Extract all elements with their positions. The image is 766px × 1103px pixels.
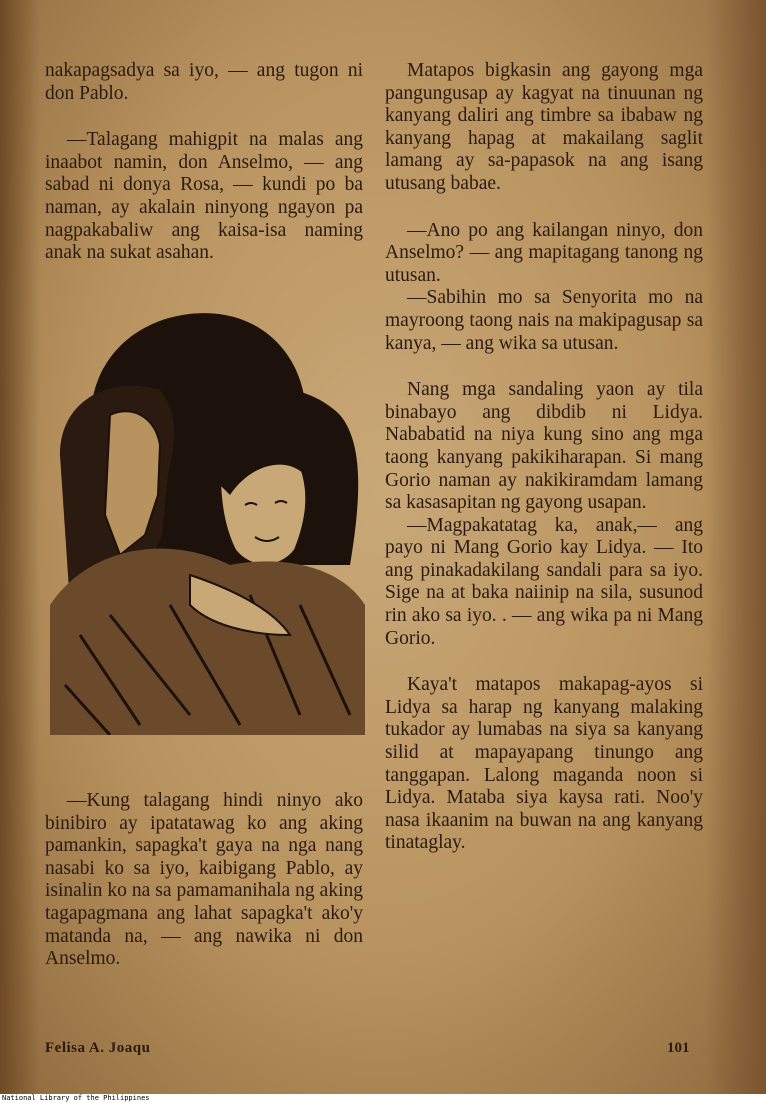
paragraph: Nang mga sandaling yaon ay tila binabayo ang dibdib ni Lidya. Nababatid na niya kung sino ang mga taong kanyang pakikiharapan. Si mang Gorio naman ay nakikiramdam lamang sa kasasapitan ng gayong usapan. bbox=[385, 379, 703, 514]
left-column-bottom bbox=[45, 790, 363, 971]
paragraph: —Magpakatatag ka, anak,— ang payo ni Mang Gorio kay Lidya. — Ito ang pinakadakilang sandali para sa iyo. Sige na at baka naiinip na sila, susunod rin ako sa iyo. . — ang wika pa ni Mang Gorio. bbox=[385, 514, 703, 649]
paragraph: Matapos bigkasin ang gayong mga pangungusap ay kagyat na tinuunan ng kanyang daliri ang timbre sa ibabaw ng kanyang hapag at makailang saglit lamang ay sa-papasok na ang isang utusang babae. bbox=[385, 60, 703, 194]
left-column bbox=[45, 60, 363, 265]
footer-author: Felisa A. Joaqu bbox=[45, 1040, 151, 1056]
paragraph: nakapagsadya sa iyo, — ang tugon ni don Pablo. bbox=[45, 60, 363, 104]
credit-line: National Library of the Philippines bbox=[2, 1094, 150, 1102]
paragraph: —Sabihin mo sa Senyorita mo na mayroong taong nais na makipagusap sa kanya, — ang wika sa utusan. bbox=[385, 287, 703, 354]
paragraph: Kaya't matapos makapag-ayos si Lidya sa harap ng kanyang malaking tukador ay lumabas na siya sa kanyang silid at mapayapang tinungo ang tanggapan. Lalong maganda noon si Lidya. Mataba siya kaysa rati. Noo'y nasa ikaanim na buwan na ang kanyang tinataglay. bbox=[385, 674, 703, 854]
paragraph: —Ano po ang kailangan ninyo, don Anselmo? — ang mapitagang tanong ng utusan. bbox=[385, 219, 703, 286]
right-column bbox=[385, 60, 703, 855]
page-number: 101 bbox=[667, 1040, 690, 1056]
illustration-couple bbox=[50, 305, 365, 735]
paragraph: —Talagang mahigpit na malas ang inaabot namin, don Anselmo, — ang sabad ni donya Rosa, — kundi po ba naman, ay akalain ninyong ngayon pa nagpakabaliw ang kaisa-isa naming anak na sukat asahan. bbox=[45, 129, 363, 264]
paragraph: —Kung talagang hindi ninyo ako binibiro ay ipatatawag ko ang aking pamankin, sapagka't gaya na nga nang nasabi ko sa iyo, kaibigang Pablo, ay isinalin ko na sa pamamanihala ng aking tagapagmana ang lahat sapagka't ako'y matanda na, — ang nawika ni don Anselmo. bbox=[45, 790, 363, 970]
